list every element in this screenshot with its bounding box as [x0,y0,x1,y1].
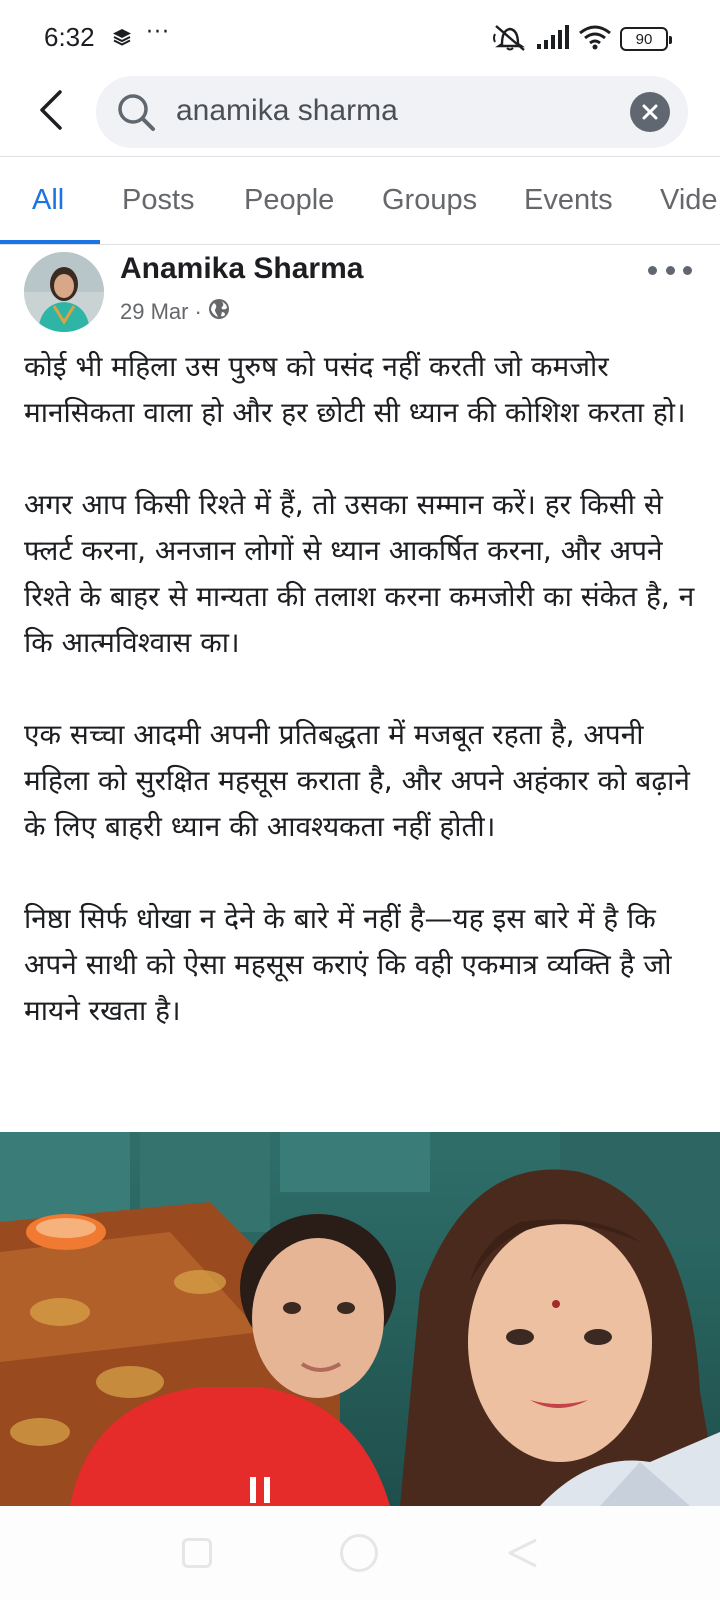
search-header [0,72,720,156]
tabs-divider [0,244,720,245]
meta-separator: · [194,299,202,324]
clear-search-button[interactable] [630,92,670,132]
back-triangle-icon [506,1536,540,1570]
back-arrow-icon [36,90,64,130]
globe-icon [208,298,230,326]
post-paragraph: निष्ठा सिर्फ धोखा न देने के बारे में नहीं है—यह इस बारे में है कि अपने साथी को ऐसा महसूस कराएं कि वही एकमात्र व्यक्ति है जो मायने रखता है। [24,902,672,1027]
battery-icon [620,27,668,51]
recent-apps-button[interactable] [182,1538,212,1568]
system-navigation-bar [0,1506,720,1600]
tab-events[interactable]: Events [524,184,613,216]
tab-posts[interactable]: Posts [122,184,195,216]
tab-groups[interactable]: Groups [382,184,478,216]
search-input[interactable] [96,76,688,148]
post-more-options-button[interactable] [648,258,692,282]
layers-icon [112,28,132,50]
more-dot-icon [683,266,692,275]
battery-level: 90 [635,30,653,48]
tab-all[interactable]: All [32,184,65,216]
more-dot-icon [666,266,675,275]
tab-videos[interactable]: Vide [660,184,718,216]
signal-icon [536,24,570,54]
post-paragraph: कोई भी महिला उस पुरुष को पसंद नहीं करती जो कमजोर मानसिकता वाला हो और हर छोटी सी ध्यान की कोशिश करता हो। [24,350,686,429]
post-paragraph: एक सच्चा आदमी अपनी प्रतिबद्धता में मजबूत रहता है, अपनी महिला को सुरक्षित महसूस कराता है, और अपने अहंकार को बढ़ाने के लिए बाहरी ध्यान की आवश्यकता नहीं होती। [24,718,690,843]
header-divider [0,156,720,157]
back-button[interactable] [28,82,72,138]
status-more-indicator: ··· [146,20,170,45]
status-icons [492,22,668,56]
post-meta [120,298,230,326]
tab-people[interactable]: People [244,184,335,216]
search-query[interactable]: anamika sharma [176,94,398,127]
post-paragraph: अगर आप किसी रिश्ते में हैं, तो उसका सम्मान करें। हर किसी से फ्लर्ट करना, अनजान लोगों से ध्यान आकर्षित करना, और अपने रिश्ते के बाहर से मान्यता की तलाश करना कमजोरी का संकेत है, न कि आत्मविश्वास का। [24,488,695,659]
search-filter-tabs [0,160,720,244]
post-text[interactable] [24,344,704,1034]
status-time: 6:32 [44,22,95,52]
search-icon [116,92,156,136]
post-photo[interactable] [0,1132,720,1506]
avatar[interactable] [24,252,104,332]
more-dot-icon [648,266,657,275]
mute-icon [492,22,528,56]
wifi-icon [578,24,612,54]
post-author[interactable]: Anamika Sharma [120,252,364,285]
status-bar [0,0,720,72]
clear-icon [642,104,658,120]
system-back-button[interactable] [506,1536,540,1574]
post-date[interactable]: 29 Mar [120,299,189,324]
home-button[interactable] [340,1534,378,1572]
